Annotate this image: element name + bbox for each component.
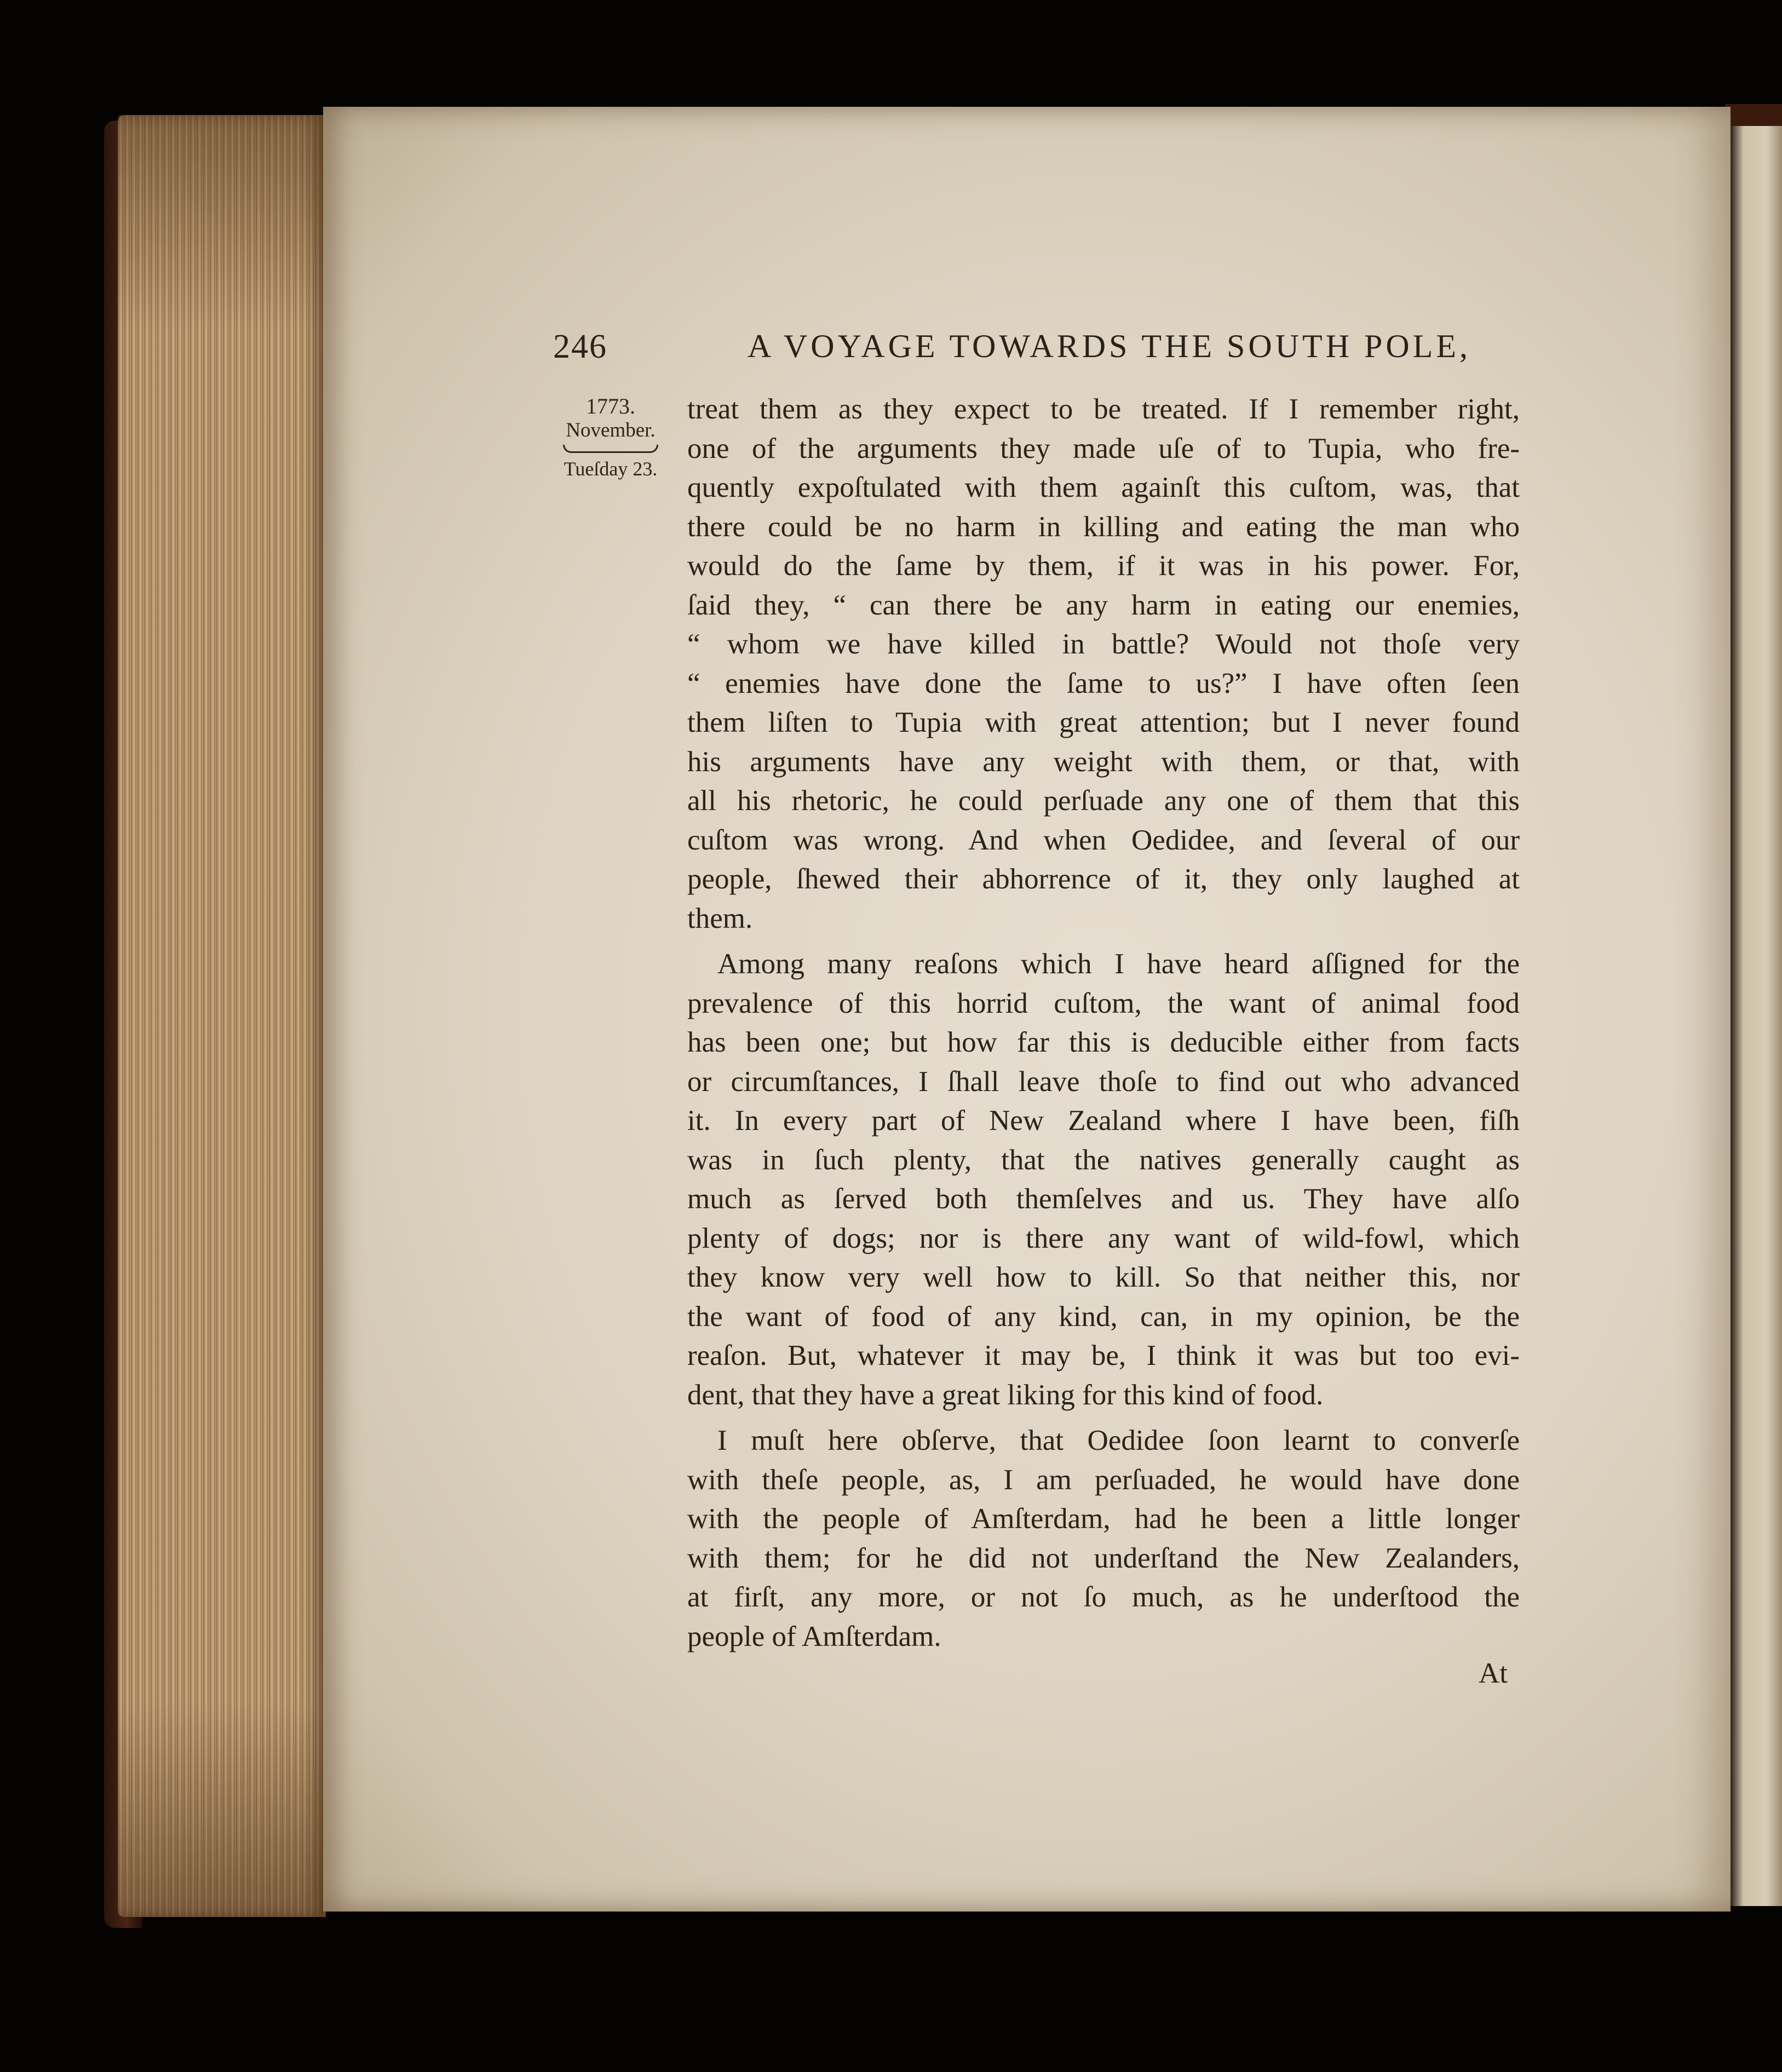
text-line: or circumſtances, I ſhall leave thoſe to find out who advanced: [687, 1065, 1520, 1098]
text-line: “ enemies have done the ſame to us?” I have often ſeen: [687, 667, 1520, 699]
margin-day: Tueſday 23.: [564, 458, 658, 480]
paragraph: [687, 945, 1520, 1415]
text-line: people of Amſterdam.: [687, 1620, 941, 1652]
text-line: all his rhetoric, he could perſuade any one of them that this: [687, 785, 1520, 817]
text-line: “ whom we have killed in battle? Would not thoſe very: [687, 628, 1520, 660]
text-line: there could be no harm in killing and eating the man who: [687, 510, 1520, 543]
text-line: with them; for he did not underſtand the New Zealanders,: [687, 1542, 1520, 1574]
text-line: has been one; but how far this is deducible either from facts: [687, 1026, 1520, 1058]
text-line: plenty of dogs; nor is there any want of wild-fowl, which: [687, 1222, 1520, 1254]
text-line: Among many reaſons which I have heard aſſigned for the: [717, 948, 1520, 980]
catchword: At: [1479, 1657, 1508, 1689]
text-line: at firſt, any more, or not ſo much, as he underſtood the: [687, 1581, 1520, 1613]
paragraph-gap: [687, 1415, 1520, 1421]
text-line: the want of food of any kind, can, in my opinion, be the: [687, 1300, 1520, 1333]
running-head: [553, 328, 1522, 371]
text-line: them liſten to Tupia with great attention; but I never found: [687, 707, 1520, 738]
brace-ornament: [553, 441, 668, 458]
text-line: one of the arguments they made uſe of to Tupia, who fre-: [687, 432, 1520, 464]
paragraph-gap: [687, 938, 1520, 945]
text-line: treat them as they expect to be treated. If I remember right,: [687, 393, 1520, 425]
text-line: was in ſuch plenty, that the natives generally caught as: [687, 1144, 1520, 1176]
text-line: reaſon. But, whatever it may be, I think it was but too evi-: [687, 1340, 1520, 1371]
paragraph: [687, 1421, 1520, 1656]
text-line: they know very well how to kill. So that neither this, nor: [687, 1261, 1520, 1293]
margin-date-note: [553, 394, 668, 480]
text-line: ſaid they, “ can there be any harm in eating our enemies,: [687, 589, 1520, 621]
body-text: [687, 390, 1520, 1656]
text-line: his arguments have any weight with them, or that, with: [687, 745, 1520, 778]
text-line: them.: [687, 902, 753, 934]
text-line: much as ſerved both themſelves and us. They have alſo: [687, 1183, 1520, 1215]
text-line: would do the ſame by them, if it was in his power. For,: [687, 550, 1520, 582]
text-line: dent, that they have a great liking for this kind of food.: [687, 1379, 1324, 1411]
text-line: quently expoſtulated with them againſt this cuſtom, was, that: [687, 472, 1520, 503]
page-title: A VOYAGE TOWARDS THE SOUTH POLE,: [748, 328, 1471, 364]
margin-year: 1773.: [586, 394, 635, 418]
page-block-edges: [118, 115, 326, 1917]
text-line: with theſe people, as, I am perſuaded, he would have done: [687, 1463, 1520, 1496]
text-line: people, ſhewed their abhorrence of it, they only laughed at: [687, 863, 1520, 895]
text-line: I muſt here obſerve, that Oedidee ſoon learnt to converſe: [717, 1425, 1520, 1456]
page-number: 246: [553, 328, 607, 365]
paragraph: [687, 390, 1520, 938]
text-line: it. In every part of New Zealand where I have been, fiſh: [687, 1105, 1520, 1137]
right-cover-edge: [1725, 104, 1782, 129]
margin-month: November.: [566, 418, 656, 441]
facing-page-edge: [1731, 126, 1782, 1906]
text-line: with the people of Amſterdam, had he been a little longer: [687, 1503, 1520, 1535]
text-line: cuſtom was wrong. And when Oedidee, and ſeveral of our: [687, 824, 1520, 856]
text-line: prevalence of this horrid cuſtom, the want of animal food: [687, 987, 1520, 1019]
